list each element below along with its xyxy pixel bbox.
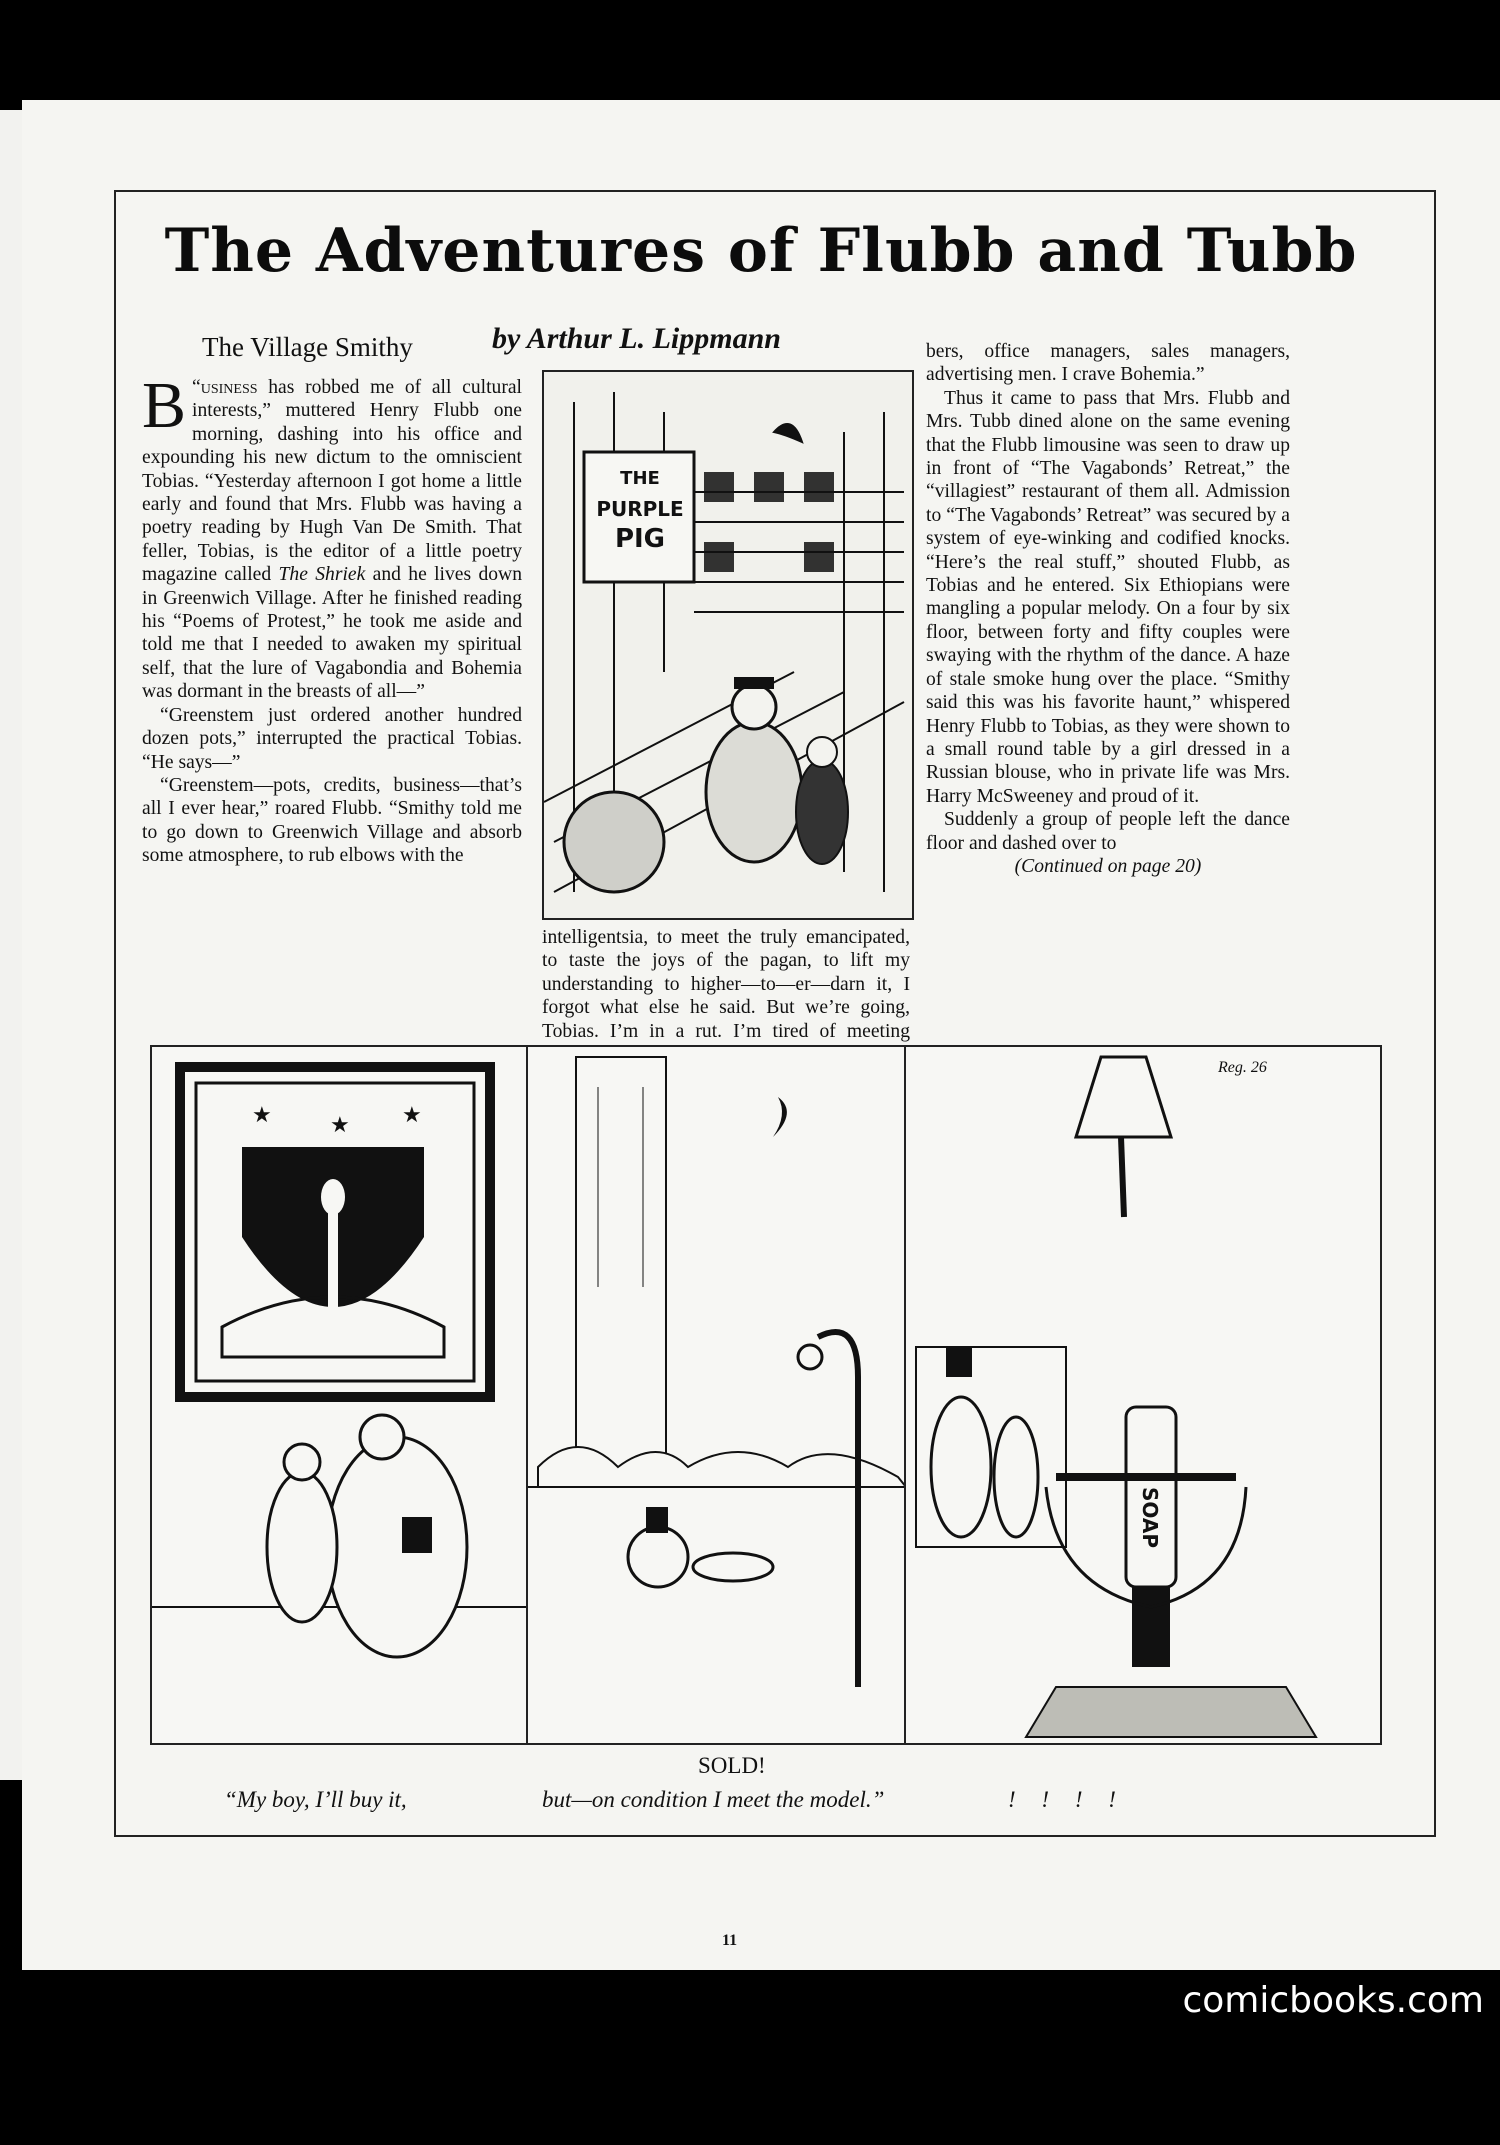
text-column-3 [926,340,1290,878]
comic-panel-3 [904,1045,1382,1745]
sign-line: THE [620,468,660,489]
byline: by Arthur L. Lippmann [492,322,781,355]
story-subhead: The Village Smithy [202,332,413,362]
source-watermark: comicbooks.com [1182,1980,1484,2021]
purple-pig-illustration [542,370,914,920]
sign-text [594,464,686,554]
street-scene-drawing [544,372,912,918]
artist-signature: Reg. 26 [1218,1059,1267,1076]
page-title: The Adventures of Flubb and Tubb [164,216,1358,286]
paragraph: bers, office managers, sales managers, advertising men. I crave Bohemia.” [926,341,1290,386]
svg-text:★: ★ [402,1102,422,1127]
svg-text:★: ★ [252,1102,272,1127]
sign-line: PIG [614,524,666,554]
magazine-title: The Shriek [278,564,366,586]
paragraph: “Greenstem—pots, credits, business—that’s all I ever hear,” roared Flubb. “Smithy told me to go down to Greenwich Village and absorb some atmosphere, to rub elbows with the [142,774,522,867]
comic-panel-2 [526,1045,908,1745]
page-number: 11 [722,1932,738,1949]
caption-panel-1: “My boy, I’ll buy it, [224,1787,407,1812]
paragraph: “Greenstem just ordered another hundred dozen pots,” interrupted the practical Tobias. “He says—” [142,704,522,773]
svg-text:★: ★ [330,1112,350,1137]
paragraph: Thus it came to pass that Mrs. Flubb and Mrs. Tubb dined alone on the same evening that the Flubb limousine was seen to draw up in front of “The Vagabonds’ Retreat,” the “villagiest” restaurant of them all. Admission to “The Vagabonds’ Retreat” was secured by a system of eye-winking and codified knocks. “Here’s the real stuff,” shouted Flubb, as Tobias and he entered. Six Ethiopians were mangling a popular melody. On a four by six floor, between forty and fifty couples were swaying with the rhythm of the dance. A haze of stale smoke hung over the place. “Smithy said this was his favorite haunt,” whispered Henry Flubb to Tobias, as they were shown to a small round table by a girl dressed in a Russian blouse, who in private life was Mrs. Harry McSweeney and proud of it. [926,387,1290,807]
text-column-1 [142,369,522,868]
continued-note: (Continued on page 20) [1014,855,1202,877]
soapbox-scene [906,1047,1380,1743]
paragraph-text: and he lives down in Greenwich Village. After he finished reading his “Poems of Protest,” he took me aside and told me that I needed to awaken my spiritual self, that the lure of Vagabondia and Bohemia was dormant in the breasts of all—” [142,564,522,703]
moon-icon [773,1097,787,1137]
lead-word: usiness [200,377,258,398]
soap-label: SOAP [1138,1487,1162,1549]
drop-cap: B [142,369,187,442]
paragraph-text: has robbed me of all cultural interests,” muttered Henry Flubb one morning, dashing into his office and expounding his new dictum to the omniscient Tobias. “Yesterday afternoon I got home a little early and found that Mrs. Flubb was having a poetry reading by Hugh Van De Smith. That feller, Tobias, is the editor of a little poetry magazine called [142,377,522,586]
binding-spine [0,110,22,1780]
paragraph: “ B usiness has robbed me of all cultural interests,” muttered Henry Flubb one morning, dashing into his office and expounding his new dictum to the omniscient Tobias. “Yesterday afternoon I got home a little early and found that Mrs. Flubb was having a poetry reading by Hugh Van De Smith. That feller, Tobias, is the editor of a little poetry magazine called The Shriek and he lives down in Greenwich Village. After he finished reading his “Poems of Protest,” he took me aside and told me that I needed to awaken my spiritual self, that the lure of Vagabondia and Bohemia was dormant in the breasts of all—” [142,369,522,703]
tower-chase-scene [528,1047,906,1743]
magazine-page [22,100,1500,1970]
comic-panel-1 [150,1045,530,1745]
painting-scene [152,1047,528,1743]
paragraph: intelligentsia, to meet the truly emancipated, to taste the joys of the pagan, to lift my understanding to higher—to—er—darn it, I forgot what else he said. But we’re going, Tobias. I’m in a rut. I’m tired of meeting [542,927,910,1042]
caption-panel-2: but—on condition I meet the model.” [542,1787,885,1812]
sold-caption: SOLD! [698,1753,766,1778]
sign-line: PURPLE [596,497,684,521]
paragraph: Suddenly a group of people left the dance floor and dashed over to [926,809,1290,854]
caption-panel-3: ! ! ! ! [1008,1787,1126,1812]
